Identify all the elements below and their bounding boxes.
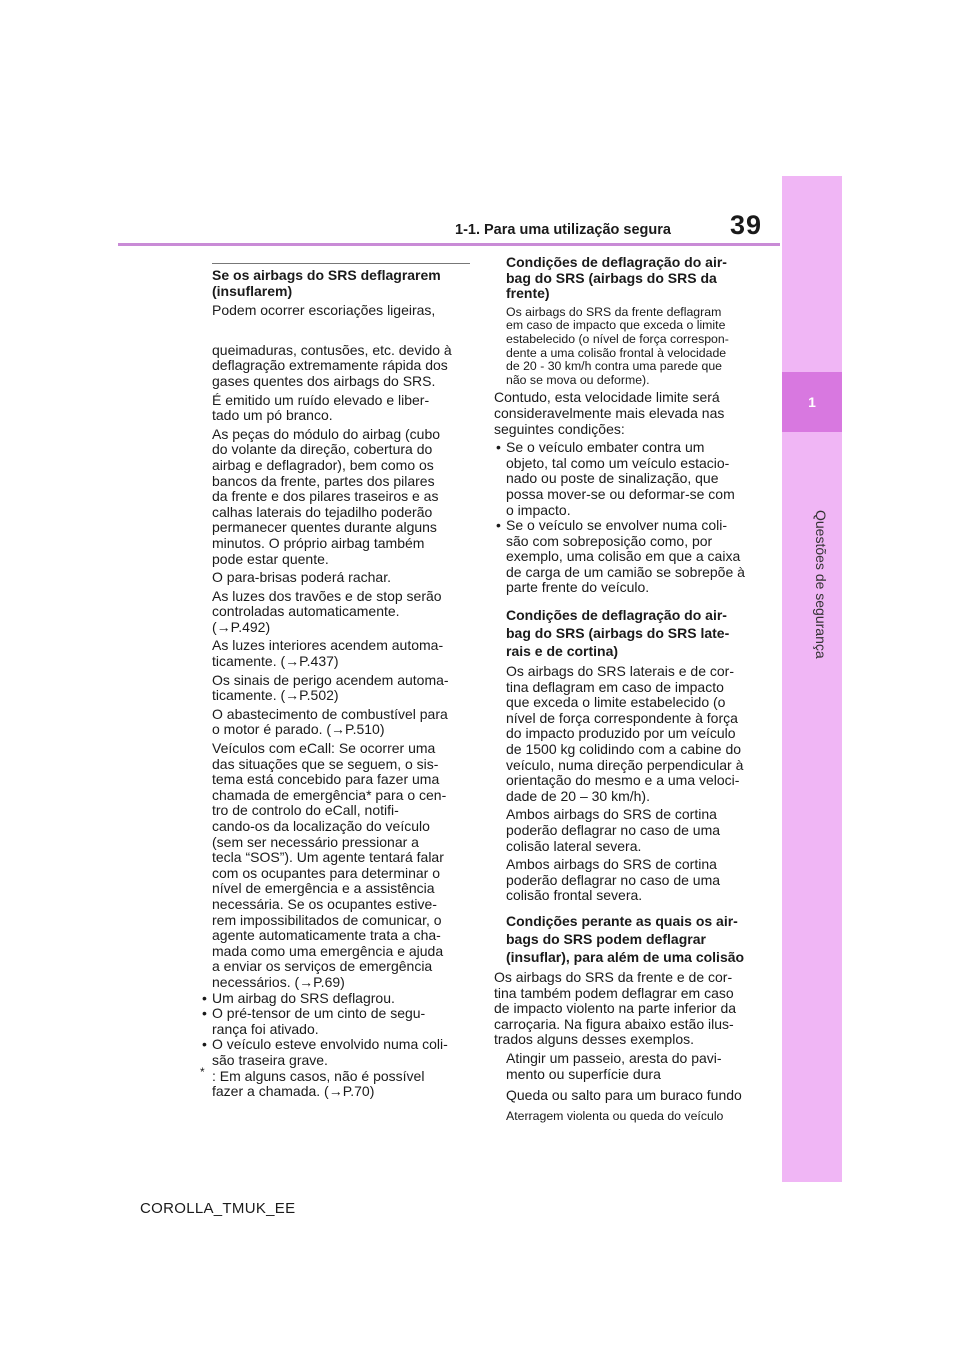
list-item: • Se o veículo embater contra um objeto, tal como um veículo estacio- nado ou poste de sinalização, que possa mover-se ou deformar-se com o impacto. xyxy=(494,440,752,518)
paragraph: É emitido um ruído elevado e liber- tado um pó branco. xyxy=(212,391,430,424)
list-item: • O veículo esteve envolvido numa coli- são traseira grave. xyxy=(200,1037,470,1068)
list-item: • O pré-tensor de um cinto de segu- rança foi ativado. xyxy=(200,1006,470,1037)
ecall-paragraph: Veículos com eCall: Se ocorrer uma das situações que se seguem, o sis- tema está concebido para fazer uma chamada de emergência* para o cen- tro de controlo do eCall, notifi- cando-os da localização do veículo (sem ser necessário pressionar a tecla “SOS”). Um agente tentará falar com os ocupantes para determinar o nível de emergência e a assistência necessária. Se os ocupantes estive- rem impossibilitados de comunicar, o agente automaticamente trata a cha- mada como uma emergência e ajuda a enviar os serviços de emergência necessários. (→P.69) xyxy=(212,740,447,990)
paragraph: Ambos airbags do SRS de cortina poderão deflagrar no caso de uma colisão lateral severa. xyxy=(506,806,721,854)
left-column xyxy=(200,263,470,1100)
front-airbag-heading: Condições de deflagração do air- bag do SRS (airbags do SRS da frente) xyxy=(506,254,727,302)
example-caption: Queda ou salto para um buraco fundo xyxy=(506,1087,742,1104)
example-caption: Atingir um passeio, aresta do pavi- mento ou superfície dura xyxy=(506,1049,722,1082)
paragraph: O abastecimento de combustível para o motor é parado. (→P.510) xyxy=(212,705,448,738)
paragraph: O para-brisas poderá rachar. xyxy=(212,569,391,586)
heading-rule xyxy=(212,263,470,264)
paragraph: Os airbags do SRS da frente deflagram em caso de impacto que exceda o limite estabelecido (o nível de força correspon- dente a uma colisão frontal à velocidade de 20 - 30 km/h contra uma parede que não se mova ou deforme). xyxy=(506,304,729,387)
paragraph: As peças do módulo do airbag (cubo do volante da direção, cobertura do airbag e deflagrador), bem como os bancos da frente, partes dos pilares da frente e dos pilares traseiros e as calhas laterais do tejadilho poderão permanecer quentes durante alguns minutos. O próprio airbag também pode estar quente. xyxy=(212,425,441,567)
right-column xyxy=(494,255,752,1126)
footnote-mark: * xyxy=(200,1064,205,1079)
footnote-text: : Em alguns casos, não é possível fazer a chamada. (→P.70) xyxy=(212,1067,425,1100)
other-conditions-heading: Condições perante as quais os air- bags do SRS podem deflagrar (insuflar), para além de uma colisão xyxy=(506,912,745,965)
page-number: 39 xyxy=(730,210,763,240)
paragraph: Ambos airbags do SRS de cortina poderão deflagrar no caso de uma colisão frontal severa. xyxy=(506,856,721,904)
paragraph: Podem ocorrer escoriações ligeiras, xyxy=(212,302,436,319)
list-item: • Se o veículo se envolver numa coli- são com sobreposição como, por exemplo, uma colisão em que a caixa de carga de um camião se sobrepõe à parte frente do veículo. xyxy=(494,518,752,596)
section-title: 1-1. Para uma utilização segura xyxy=(455,222,671,238)
header-divider xyxy=(118,243,780,246)
paragraph: queimaduras, contusões, etc. devido à deflagração extremamente rápida dos gases quentes dos airbags do SRS. xyxy=(212,341,452,389)
chapter-side-tab xyxy=(782,176,842,1182)
side-airbag-heading: Condições de deflagração do air- bag do SRS (airbags do SRS late- rais e de cortina) xyxy=(506,607,730,660)
paragraph: As luzes interiores acendem automa- ticamente. (→P.437) xyxy=(212,637,444,670)
paragraph: As luzes dos travões e de stop serão controladas automaticamente. (→P.492) xyxy=(212,587,442,635)
chapter-number: 1 xyxy=(808,394,816,410)
paragraph: Contudo, esta velocidade limite será consideravelmente mais elevada nas seguintes condições: xyxy=(494,389,725,437)
document-code: COROLLA_TMUK_EE xyxy=(140,1200,296,1217)
chapter-number-tab xyxy=(782,372,842,432)
deployment-heading: Se os airbags do SRS deflagrarem (insuflarem) xyxy=(212,267,441,299)
paragraph: Os sinais de perigo acendem automa- ticamente. (→P.502) xyxy=(212,671,449,704)
example-caption: Aterragem violenta ou queda do veículo xyxy=(506,1108,724,1123)
paragraph: Os airbags do SRS da frente e de cor- tina também podem deflagrar em caso de impacto violento na parte inferior da carroçaria. Na figura abaixo estão ilus- trados alguns desses exemplos. xyxy=(494,968,737,1048)
footnote xyxy=(200,1064,470,1100)
chapter-label: Questões de segurança xyxy=(813,510,829,659)
paragraph: Os airbags do SRS laterais e de cor- tina deflagram em caso de impacto que exceda o limite estabelecido (o nível de força correspondente à força do impacto produzido por um veículo de 1500 kg colidindo com a cabine do veículo, numa direção perpendicular à orientação do mesmo e a uma veloci- dade de 20 – 30 km/h). xyxy=(506,663,744,804)
list-item: • Um airbag do SRS deflagrou. xyxy=(200,991,470,1007)
